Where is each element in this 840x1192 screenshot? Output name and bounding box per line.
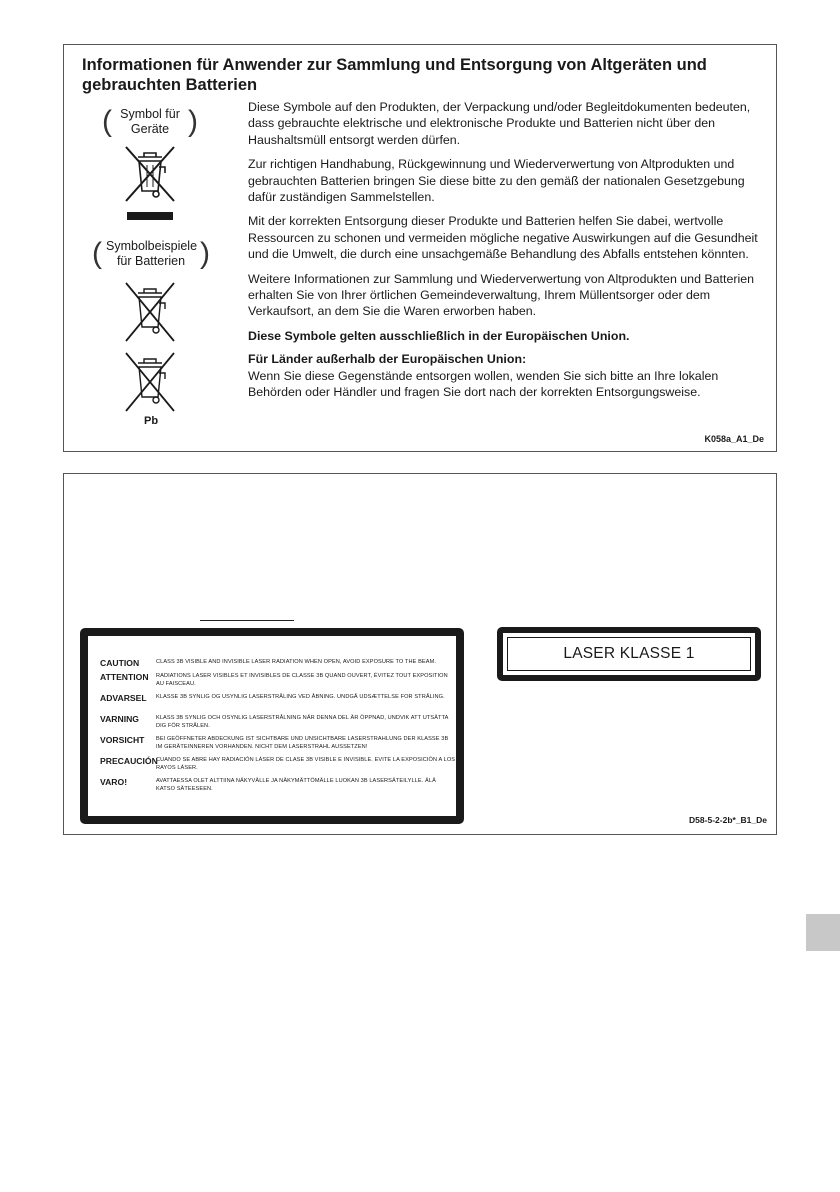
weee-text bbox=[248, 99, 768, 401]
weee-info-box bbox=[63, 44, 777, 452]
eu-only-note: Diese Symbole gelten ausschließlich in der Europäischen Union. bbox=[248, 328, 630, 343]
weee-bar bbox=[127, 212, 173, 220]
warning-text: CLASS 3B VISIBLE AND INVISIBLE LASER RADIATION WHEN OPEN, AVOID EXPOSURE TO THE BEAM. bbox=[156, 659, 436, 665]
laser-klasse-text: LASER KLASSE 1 bbox=[507, 637, 751, 671]
laser-caution-label bbox=[80, 628, 464, 824]
laser-klasse-label bbox=[497, 627, 761, 681]
warning-text: KLASSE 3B SYNLIG OG USYNLIG LASERSTRÅLING VED ÅBNING. UNDGÅ UDSÆTTELSE FOR STRÅLING. bbox=[156, 694, 445, 700]
page-side-tab bbox=[806, 914, 840, 951]
pb-label: Pb bbox=[144, 415, 159, 427]
warning-label: PRECAUCIÓN bbox=[100, 756, 158, 766]
symbol-devices-label: ( Symbol für Geräte ) bbox=[102, 105, 198, 138]
laser-code: D58-5-2-2b*_B1_De bbox=[689, 815, 767, 825]
warning-text: AVATTAESSA OLET ALTTIINA NÄKYVÄLLE JA NÄKYMÄTTÖMÄLLE LUOKAN 3B LASERSÄTEILYLLE. ÄLÄ KATSO SÄTEESEEN. bbox=[156, 778, 436, 793]
warning-label: ADVARSEL bbox=[100, 693, 147, 703]
warning-label: VORSICHT bbox=[100, 735, 145, 745]
outside-eu-text: Wenn Sie diese Gegenstände entsorgen wollen, wenden Sie sich bitte an Ihre lokalen Behörden oder Händler und fragen Sie dort nach der korrekten Entsorgungsweise. bbox=[248, 368, 719, 400]
weee-paragraph: Diese Symbole auf den Produkten, der Verpackung und/oder Begleitdokumenten bedeuten, dass gebrauchte elektrische und elektronische Produkte und Batterien nicht über den Haushaltsmüll entsorgt werden dürfen. bbox=[248, 100, 751, 147]
weee-paragraph: Mit der korrekten Entsorgung dieser Produkte und Batterien helfen Sie dabei, wertvolle Ressourcen zu schonen und vermeiden mögliche negative Auswirkungen auf die Gesundheit und die Umwelt, die durch eine unsachgemäße Behandlung des Abfalls entstehen könnten. bbox=[248, 214, 758, 262]
battery-bin-pb-icon bbox=[122, 351, 178, 415]
weee-paragraph: Zur richtigen Handhabung, Rückgewinnung und Wiederverwertung von Altprodukten und gebrauchten Batterien bringen Sie diese bitte zu den gemäß der nationalen Gesetzgebung dafür zuständigen Sammelstellen. bbox=[248, 157, 745, 205]
crossed-wheelie-bin-icon bbox=[122, 143, 178, 223]
weee-title: Informationen für Anwender zur Sammlung und Entsorgung von Altgeräten und gebrauchten Batterien bbox=[82, 56, 707, 94]
warning-label: VARNING bbox=[100, 714, 139, 724]
laser-info-box bbox=[63, 473, 777, 835]
symbol-batteries-label: ( Symbolbeispiele für Batterien ) bbox=[92, 237, 210, 270]
warning-label: VARO! bbox=[100, 777, 128, 787]
warning-label: CAUTION bbox=[100, 658, 140, 668]
warning-text: RADIATIONS LASER VISIBLES ET INVISIBLES DE CLASSE 3B QUAND OUVERT, ÉVITEZ TOUT EXPOSITION AU FAISCEAU. bbox=[156, 673, 448, 688]
warning-text: KLASS 3B SYNLIG OCH OSYNLIG LASERSTRÅLNING NÄR DENNA DEL ÄR ÖPPNAD, UNDVIK ATT UTSÄTTA DIG FÖR STRÅLEN. bbox=[156, 715, 449, 730]
underline bbox=[200, 620, 294, 621]
warning-label: ATTENTION bbox=[100, 672, 149, 682]
battery-bin-icon bbox=[122, 281, 178, 345]
warning-text: BEI GEÖFFNETER ABDECKUNG IST SICHTBARE UND UNSICHTBARE LASERSTRAHLUNG DER KLASSE 3B IM GERÄTEINNEREN VORHANDEN. NICHT DEM LASERSTRAHL AUSSETZEN! bbox=[156, 736, 449, 751]
weee-code: K058a_A1_De bbox=[704, 434, 764, 444]
outside-eu-heading: Für Länder außerhalb der Europäischen Union: bbox=[248, 352, 527, 367]
warning-text: CUANDO SE ABRE HAY RADIACIÓN LÁSER DE CLASE 3B VISIBLE E INVISIBLE. EVITE LA EXPOSICIÓN A LOS RAYOS LÁSER. bbox=[156, 757, 456, 772]
weee-paragraph: Weitere Informationen zur Sammlung und Wiederverwertung von Altprodukten und Batterien erhalten Sie von Ihrer örtlichen Gemeindeverwaltung, Ihrem Müllentsorger oder dem Verkaufsort, an dem Sie die Waren erworben haben. bbox=[248, 271, 754, 319]
